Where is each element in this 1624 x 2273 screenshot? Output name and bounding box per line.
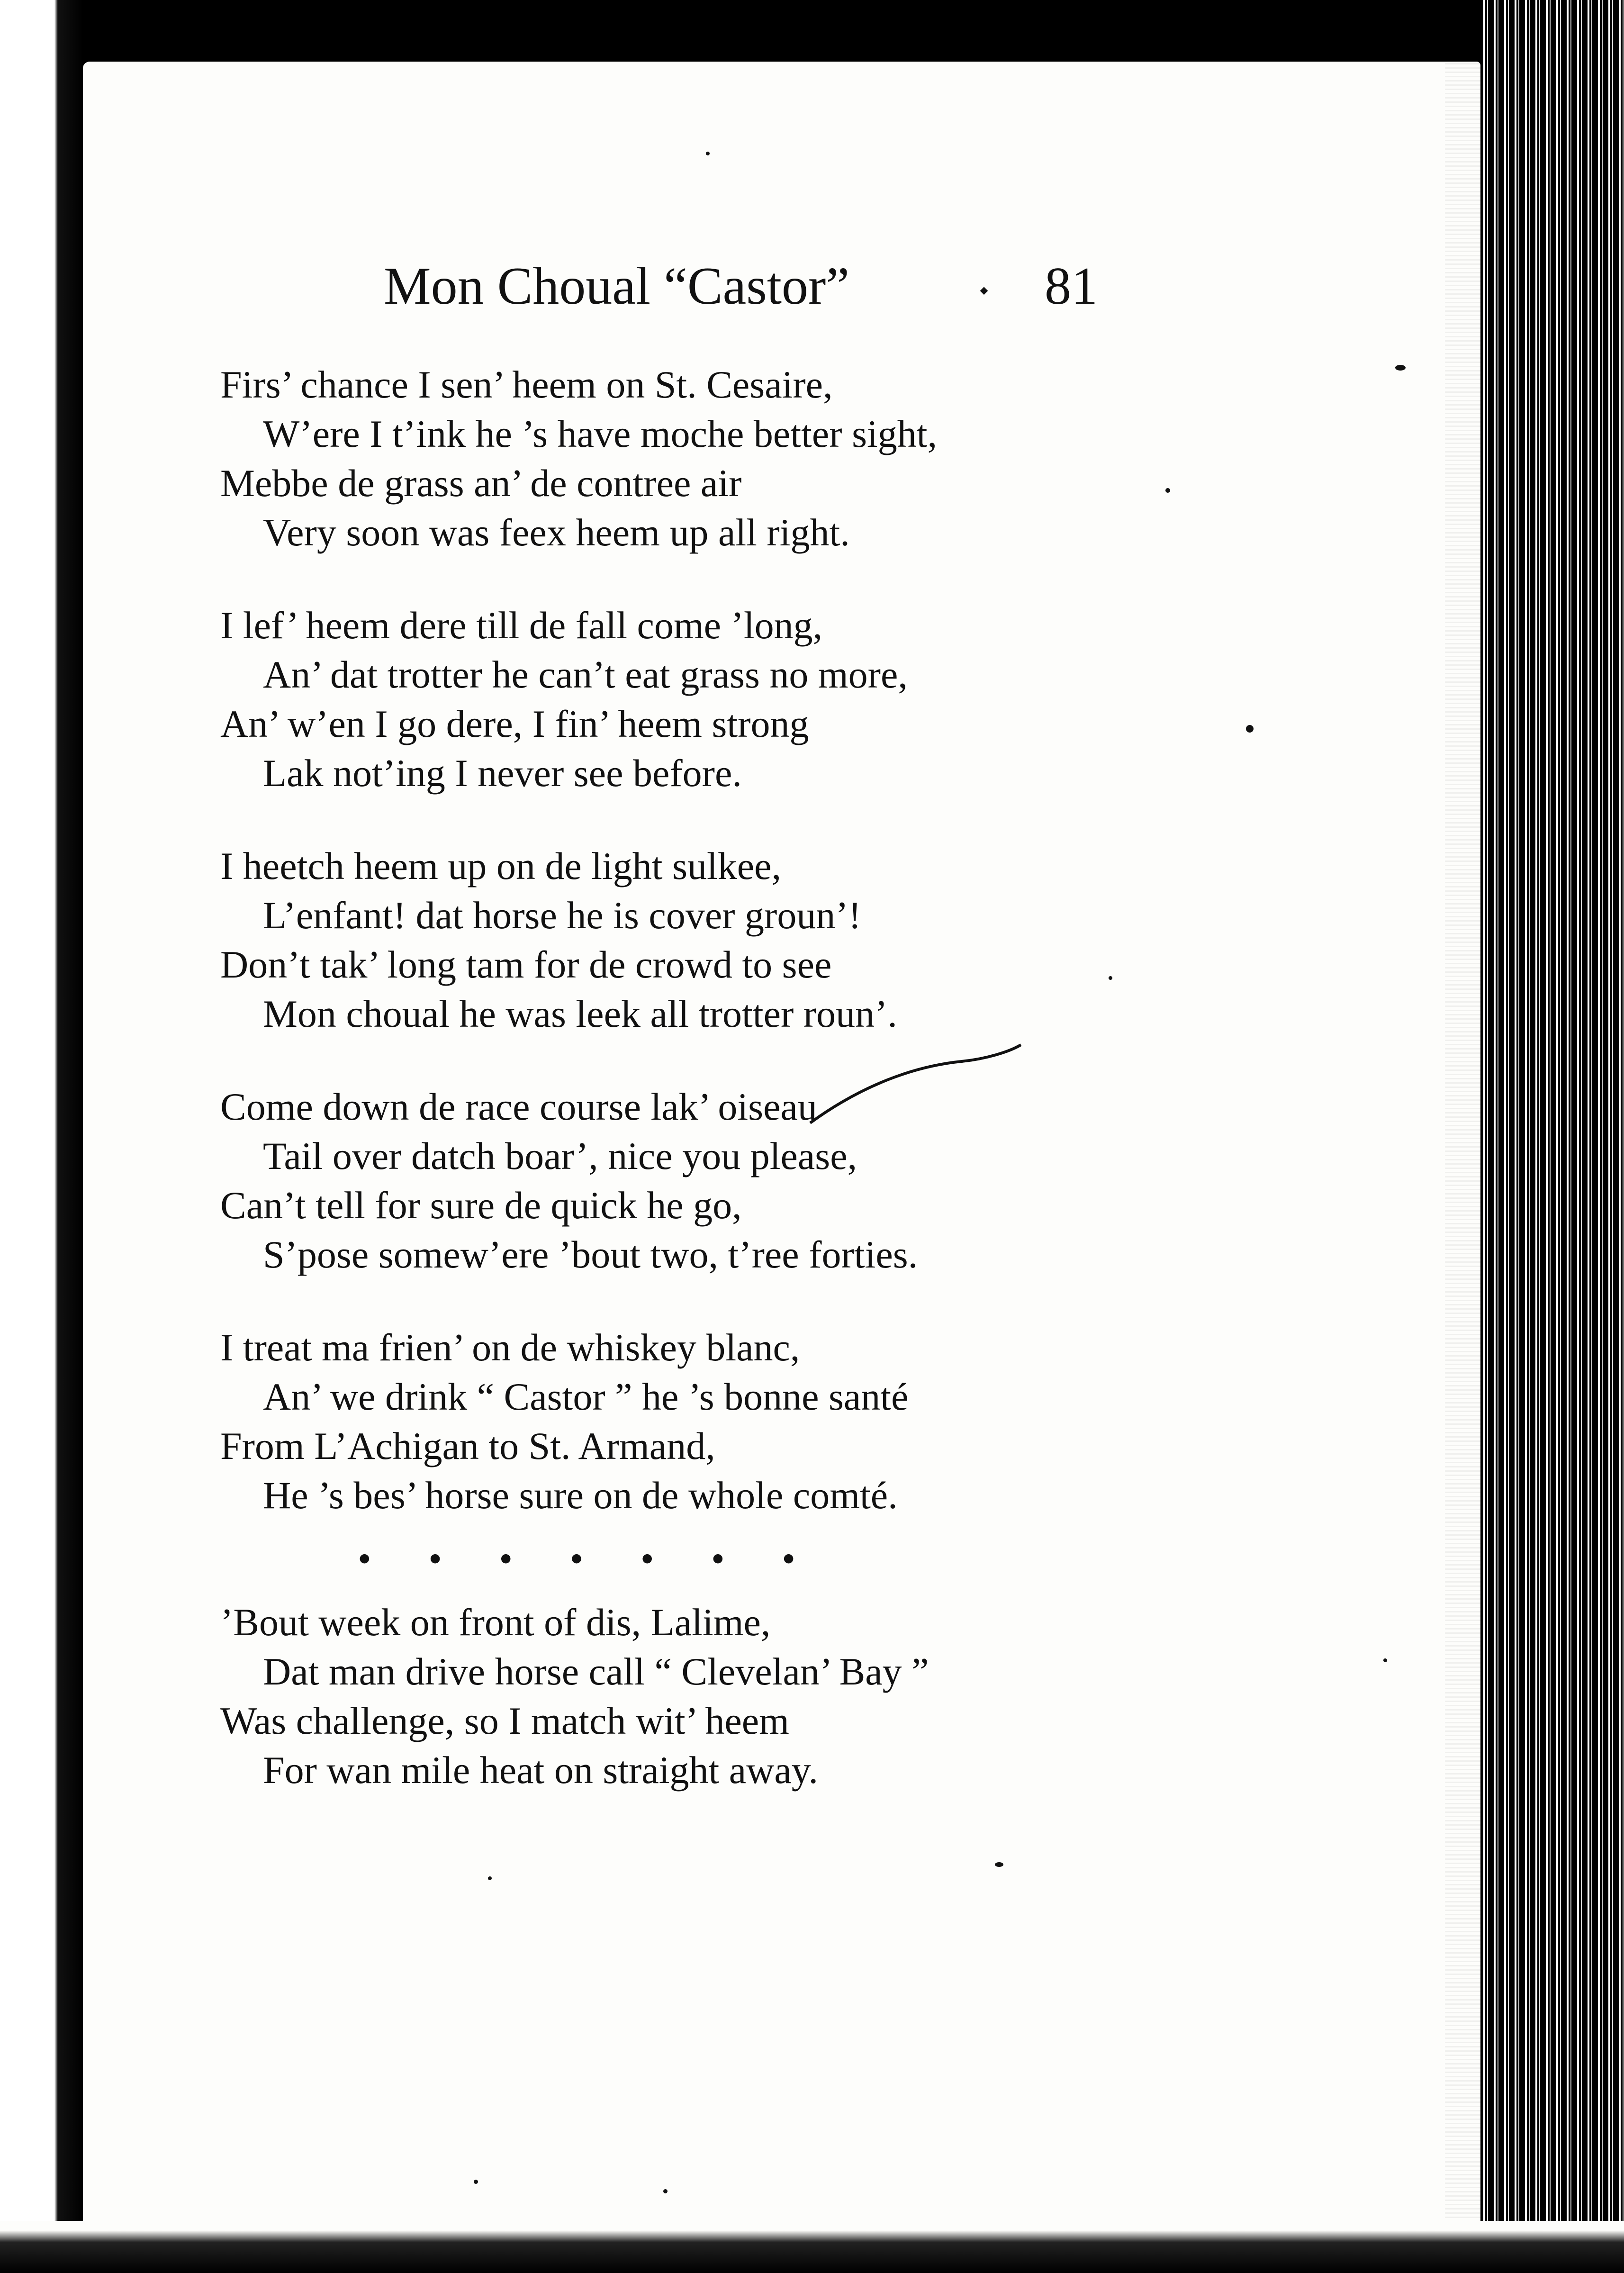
verse-line: Was challenge, so I match wit’ heem bbox=[220, 1699, 789, 1742]
verse-line: Come down de race course lak’ oiseau bbox=[220, 1085, 817, 1128]
running-title: Mon Choual “Castor” bbox=[384, 257, 849, 316]
verse-line: Tail over datch boar’, nice you please, bbox=[263, 1134, 857, 1177]
verse-line: An’ we drink “ Castor ” he ’s bonne santé bbox=[263, 1375, 909, 1418]
verse-line: Dat man drive horse call “ Clevelan’ Bay ” bbox=[263, 1650, 929, 1693]
stanza bbox=[220, 360, 1168, 557]
ink-speck bbox=[1395, 365, 1406, 371]
bottom-page-edge bbox=[0, 2221, 1624, 2273]
verse-line: L’enfant! dat horse he is cover groun’! bbox=[263, 894, 861, 937]
right-page-edges bbox=[1480, 0, 1624, 2273]
left-binding-edge bbox=[0, 0, 83, 2273]
page-number: 81 bbox=[1045, 257, 1098, 316]
stanza bbox=[220, 1323, 1168, 1520]
verse-line: I treat ma frien’ on de whiskey blanc, bbox=[220, 1326, 800, 1369]
section-break: • • • • • • • bbox=[358, 1537, 795, 1580]
verse-line: ’Bout week on front of dis, Lalime, bbox=[220, 1601, 771, 1644]
verse-line: Firs’ chance I sen’ heem on St. Cesaire, bbox=[220, 363, 833, 406]
stanza bbox=[220, 601, 1168, 798]
verse-line: Lak not’ing I never see before. bbox=[263, 752, 742, 795]
ink-speck bbox=[995, 1862, 1003, 1867]
ink-speck bbox=[474, 2180, 478, 2184]
verse-line: From L’Achigan to St. Armand, bbox=[220, 1424, 715, 1467]
verse-line: He ’s bes’ horse sure on de whole comté. bbox=[263, 1474, 898, 1517]
verse-line: I heetch heem up on de light sulkee, bbox=[220, 844, 782, 887]
running-header bbox=[384, 256, 1098, 317]
verse-line: I lef’ heem dere till de fall come ’long, bbox=[220, 604, 823, 647]
ink-speck bbox=[663, 2189, 668, 2193]
ink-speck bbox=[1109, 976, 1112, 980]
page-edge-shadow bbox=[1445, 62, 1480, 2222]
ink-speck bbox=[1246, 725, 1254, 733]
stanza bbox=[220, 842, 1168, 1039]
ink-speck bbox=[1165, 488, 1170, 493]
verse-line: An’ dat trotter he can’t eat grass no more, bbox=[263, 653, 908, 696]
verse-line: Don’t tak’ long tam for de crowd to see bbox=[220, 943, 832, 986]
verse-line: Can’t tell for sure de quick he go, bbox=[220, 1184, 742, 1227]
pen-stroke-mark bbox=[805, 1033, 1028, 1128]
verse-line: For wan mile heat on straight away. bbox=[263, 1748, 818, 1792]
verse-line: S’pose somew’ere ’bout two, t’ree forties. bbox=[263, 1233, 918, 1276]
verse-line: W’ere I t’ink he ’s have moche better sight, bbox=[263, 412, 938, 455]
verse-line: Mon choual he was leek all trotter roun’. bbox=[263, 992, 897, 1035]
ink-mark: ⬩ bbox=[980, 276, 988, 303]
verse-line: Very soon was feex heem up all right. bbox=[263, 511, 850, 554]
ink-speck bbox=[488, 1876, 492, 1880]
ink-speck bbox=[1383, 1658, 1387, 1662]
verse-line: Mebbe de grass an’ de contree air bbox=[220, 462, 742, 505]
ink-speck bbox=[706, 152, 710, 155]
stanza bbox=[220, 1598, 1168, 1795]
verse-line: An’ w’en I go dere, I fin’ heem strong bbox=[220, 702, 809, 745]
